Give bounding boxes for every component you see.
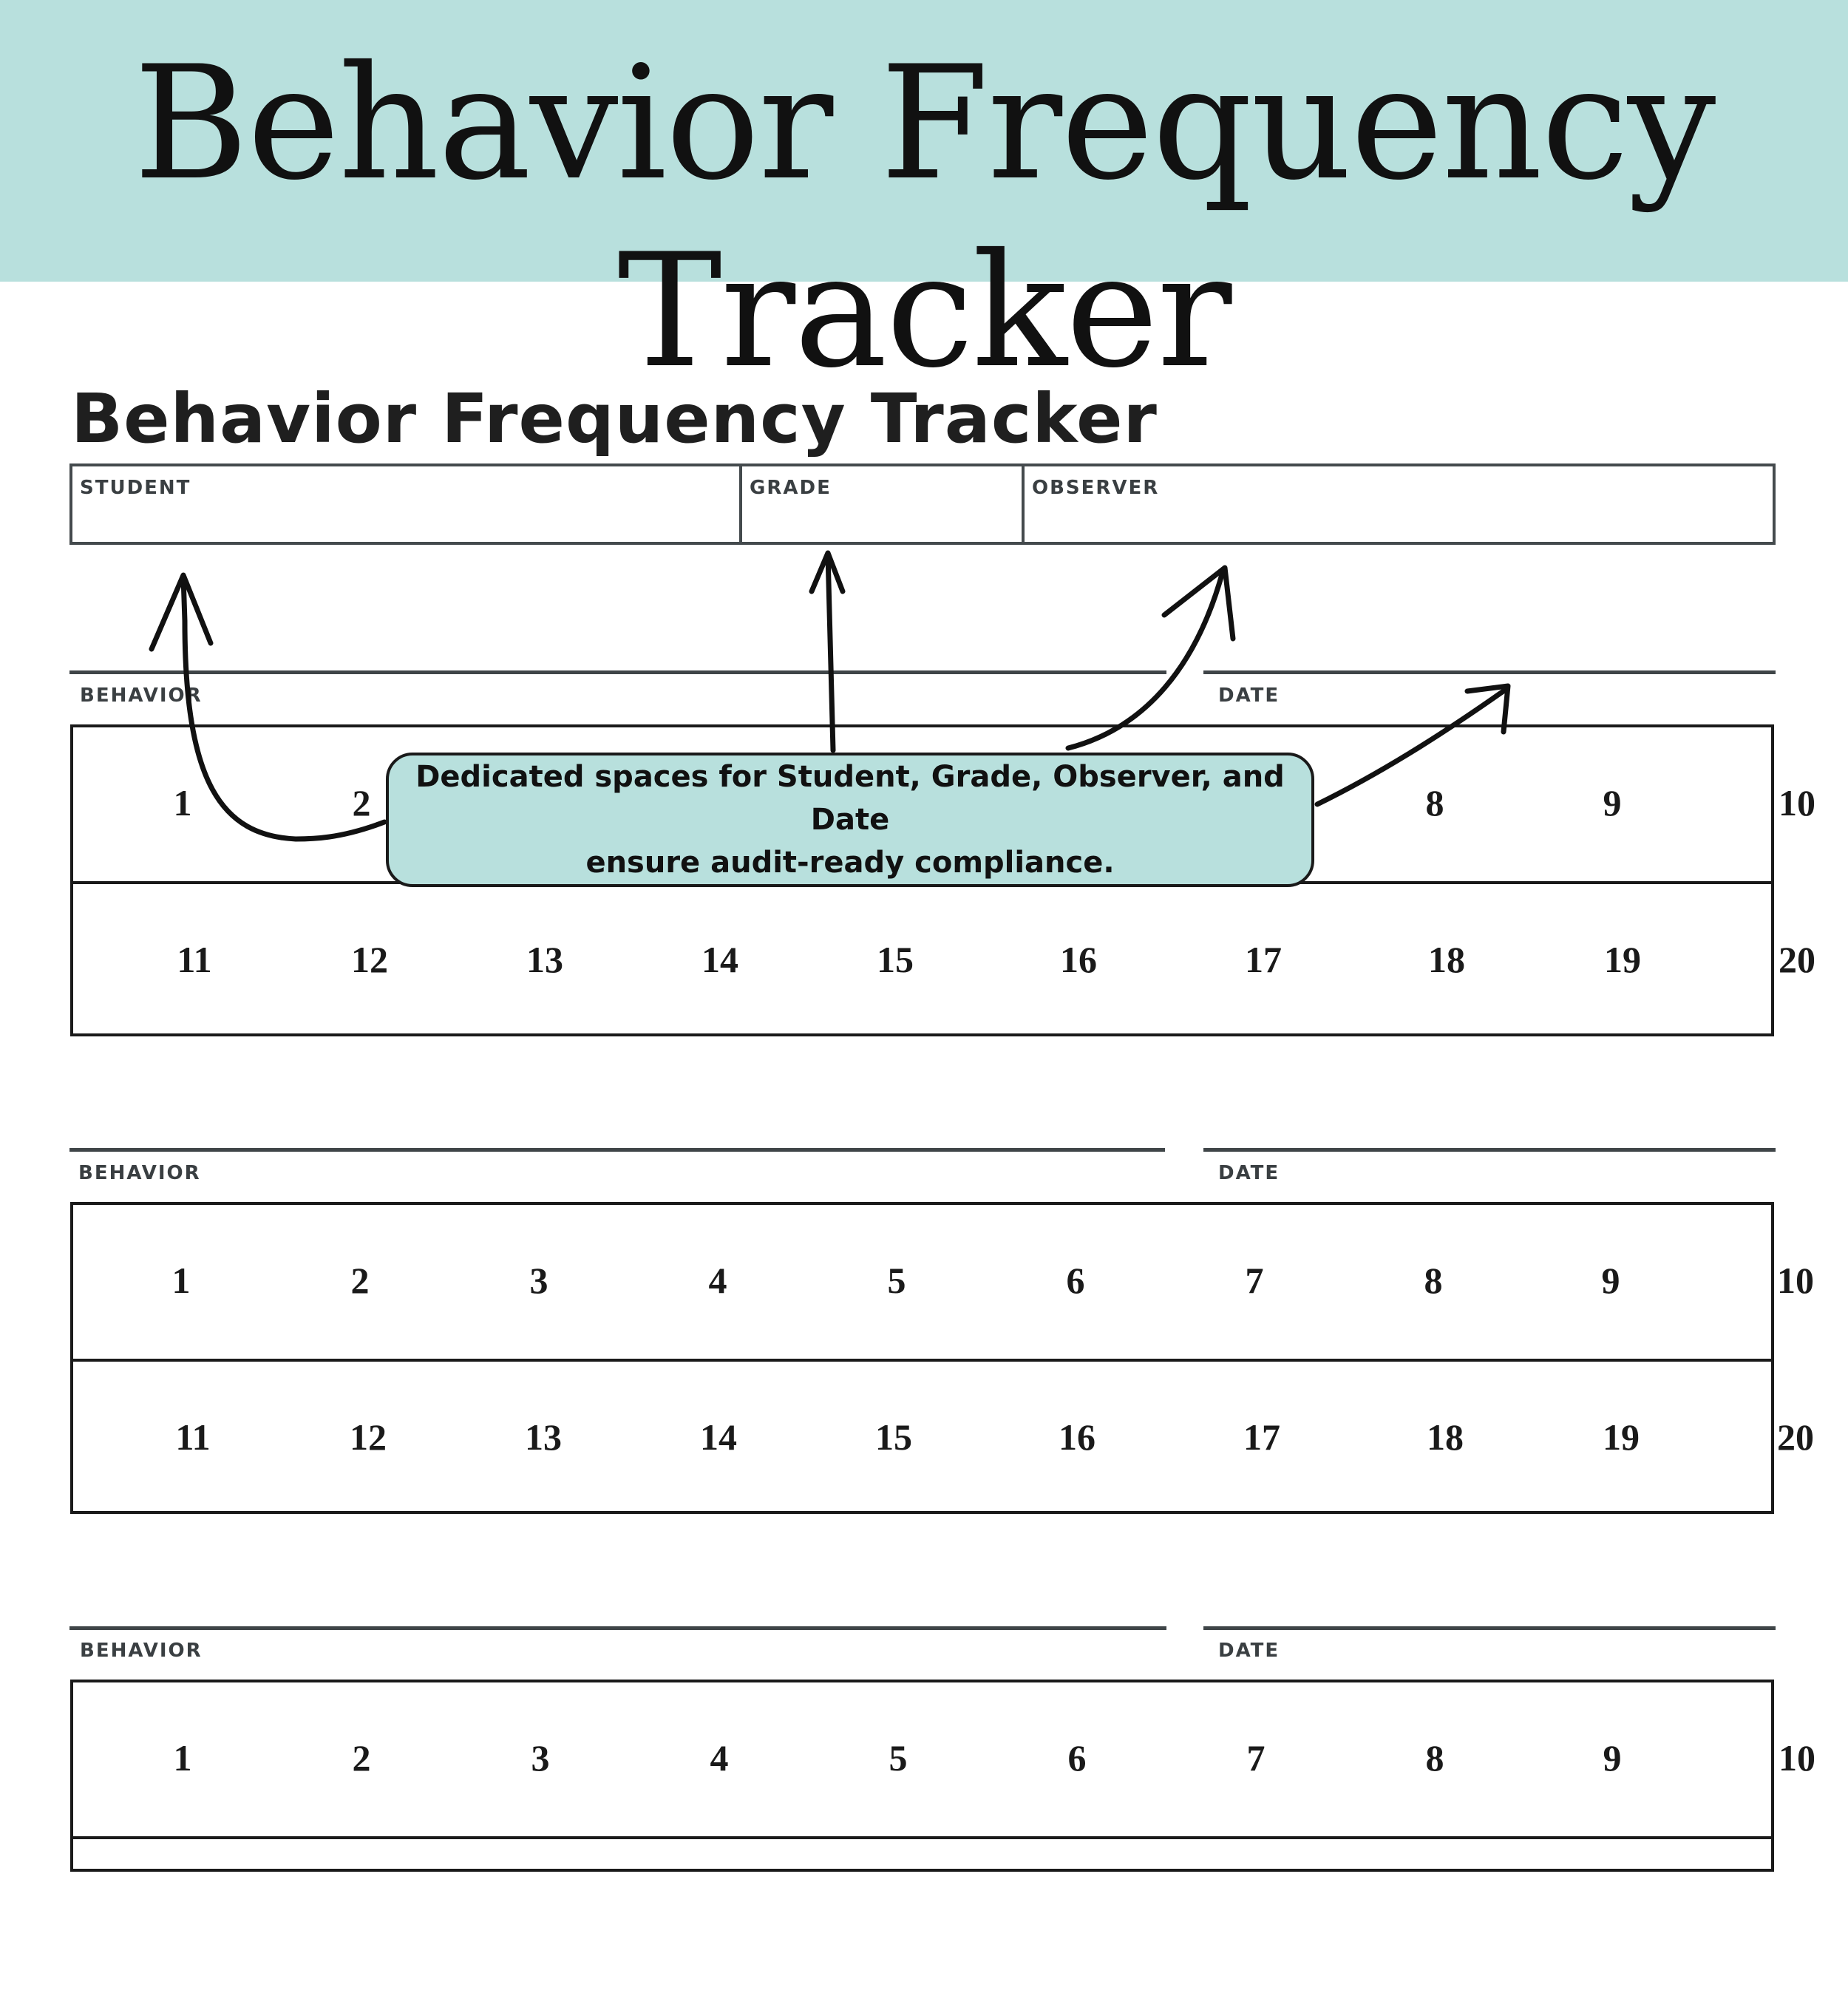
behavior-line (69, 1148, 1165, 1152)
tally-cell[interactable]: 2 (352, 1737, 371, 1779)
date-label: DATE (1218, 685, 1280, 707)
tally-cell[interactable]: 18 (1428, 939, 1465, 980)
tally-cell[interactable]: 19 (1603, 1416, 1640, 1458)
tally-cell[interactable]: 9 (1601, 1260, 1620, 1301)
behavior-label: BEHAVIOR (78, 1162, 201, 1184)
header-banner (0, 0, 1848, 403)
tally-grid (70, 1202, 1814, 1514)
tally-cell[interactable]: 18 (1427, 1416, 1464, 1458)
tally-cell[interactable]: 11 (175, 1416, 211, 1458)
callout-note (386, 753, 1314, 887)
tally-grid (70, 1680, 1815, 1872)
tally-row (73, 1836, 1771, 1990)
tally-row (73, 1682, 1815, 1836)
date-line (1203, 670, 1776, 674)
tally-cell[interactable]: 14 (702, 939, 738, 980)
tally-cell[interactable]: 17 (1243, 1416, 1280, 1458)
tally-cell[interactable]: 10 (1779, 782, 1815, 823)
tally-cell[interactable]: 6 (1067, 1737, 1087, 1779)
tally-cell[interactable]: 2 (350, 1260, 370, 1301)
tally-cell[interactable]: 20 (1779, 939, 1815, 980)
tally-cell[interactable]: 5 (887, 1260, 906, 1301)
date-label: DATE (1218, 1640, 1280, 1662)
tally-cell[interactable]: 12 (351, 939, 388, 980)
tally-cell[interactable]: 8 (1425, 782, 1444, 823)
date-line (1203, 1626, 1776, 1630)
tally-cell[interactable]: 4 (708, 1260, 727, 1301)
tally-cell[interactable]: 11 (177, 939, 212, 980)
tally-cell[interactable]: 16 (1060, 939, 1097, 980)
tally-row (73, 881, 1815, 1035)
observer-label: OBSERVER (1032, 477, 1160, 499)
tally-cell[interactable]: 13 (525, 1416, 562, 1458)
tally-row (73, 1359, 1814, 1512)
info-fields-box (69, 463, 1776, 545)
tally-row (73, 1205, 1814, 1359)
grade-field[interactable] (739, 466, 1022, 542)
tally-cell[interactable]: 15 (877, 939, 914, 980)
tally-cell[interactable]: 3 (529, 1260, 548, 1301)
behavior-line (69, 1626, 1166, 1630)
behavior-label: BEHAVIOR (80, 685, 203, 707)
tally-cell[interactable]: 13 (526, 939, 563, 980)
tally-cell[interactable]: 5 (889, 1737, 908, 1779)
tally-cell[interactable]: 6 (1066, 1260, 1085, 1301)
page-title: Behavior Frequency Tracker (71, 379, 1158, 458)
tally-cell[interactable]: 20 (1777, 1416, 1814, 1458)
tally-cell[interactable]: 7 (1246, 1737, 1266, 1779)
tally-cell[interactable]: 2 (352, 782, 371, 823)
callout-line-1: Dedicated spaces for Student, Grade, Observer, and Date (415, 760, 1285, 837)
student-field[interactable] (72, 466, 739, 542)
date-line (1203, 1148, 1776, 1152)
tally-cell[interactable]: 15 (875, 1416, 912, 1458)
arrow-to-student-head (152, 575, 211, 649)
tally-cell[interactable]: 16 (1059, 1416, 1095, 1458)
tally-cell[interactable]: 3 (531, 1737, 550, 1779)
callout-line-2: ensure audit-ready compliance. (585, 846, 1115, 880)
tally-cell[interactable]: 17 (1245, 939, 1282, 980)
tally-cell[interactable]: 8 (1425, 1737, 1444, 1779)
arrow-to-observer-head (1164, 568, 1233, 639)
tally-cell[interactable]: 12 (350, 1416, 387, 1458)
observer-field[interactable] (1022, 466, 1773, 542)
tally-cell[interactable]: 10 (1779, 1737, 1815, 1779)
tally-cell[interactable]: 10 (1777, 1260, 1814, 1301)
tally-cell[interactable]: 19 (1604, 939, 1641, 980)
tally-cell[interactable]: 14 (700, 1416, 737, 1458)
tally-cell[interactable]: 4 (710, 1737, 729, 1779)
behavior-label: BEHAVIOR (80, 1640, 203, 1662)
tally-cell[interactable]: 1 (173, 782, 192, 823)
tally-cell[interactable]: 1 (171, 1260, 191, 1301)
tally-cell[interactable]: 9 (1603, 1737, 1622, 1779)
banner-title: Behavior Frequency Tracker (133, 32, 1715, 403)
arrow-to-grade-head (812, 553, 843, 591)
tally-cell[interactable]: 7 (1245, 1260, 1264, 1301)
tally-cell[interactable]: 1 (173, 1737, 192, 1779)
student-label: STUDENT (80, 477, 191, 499)
tally-cell[interactable]: 8 (1424, 1260, 1443, 1301)
tally-cell[interactable]: 9 (1603, 782, 1622, 823)
arrow-to-grade (828, 554, 833, 750)
arrow-to-observer (1068, 569, 1223, 748)
behavior-line (69, 670, 1166, 674)
grade-label: GRADE (750, 477, 832, 499)
date-label: DATE (1218, 1162, 1280, 1184)
